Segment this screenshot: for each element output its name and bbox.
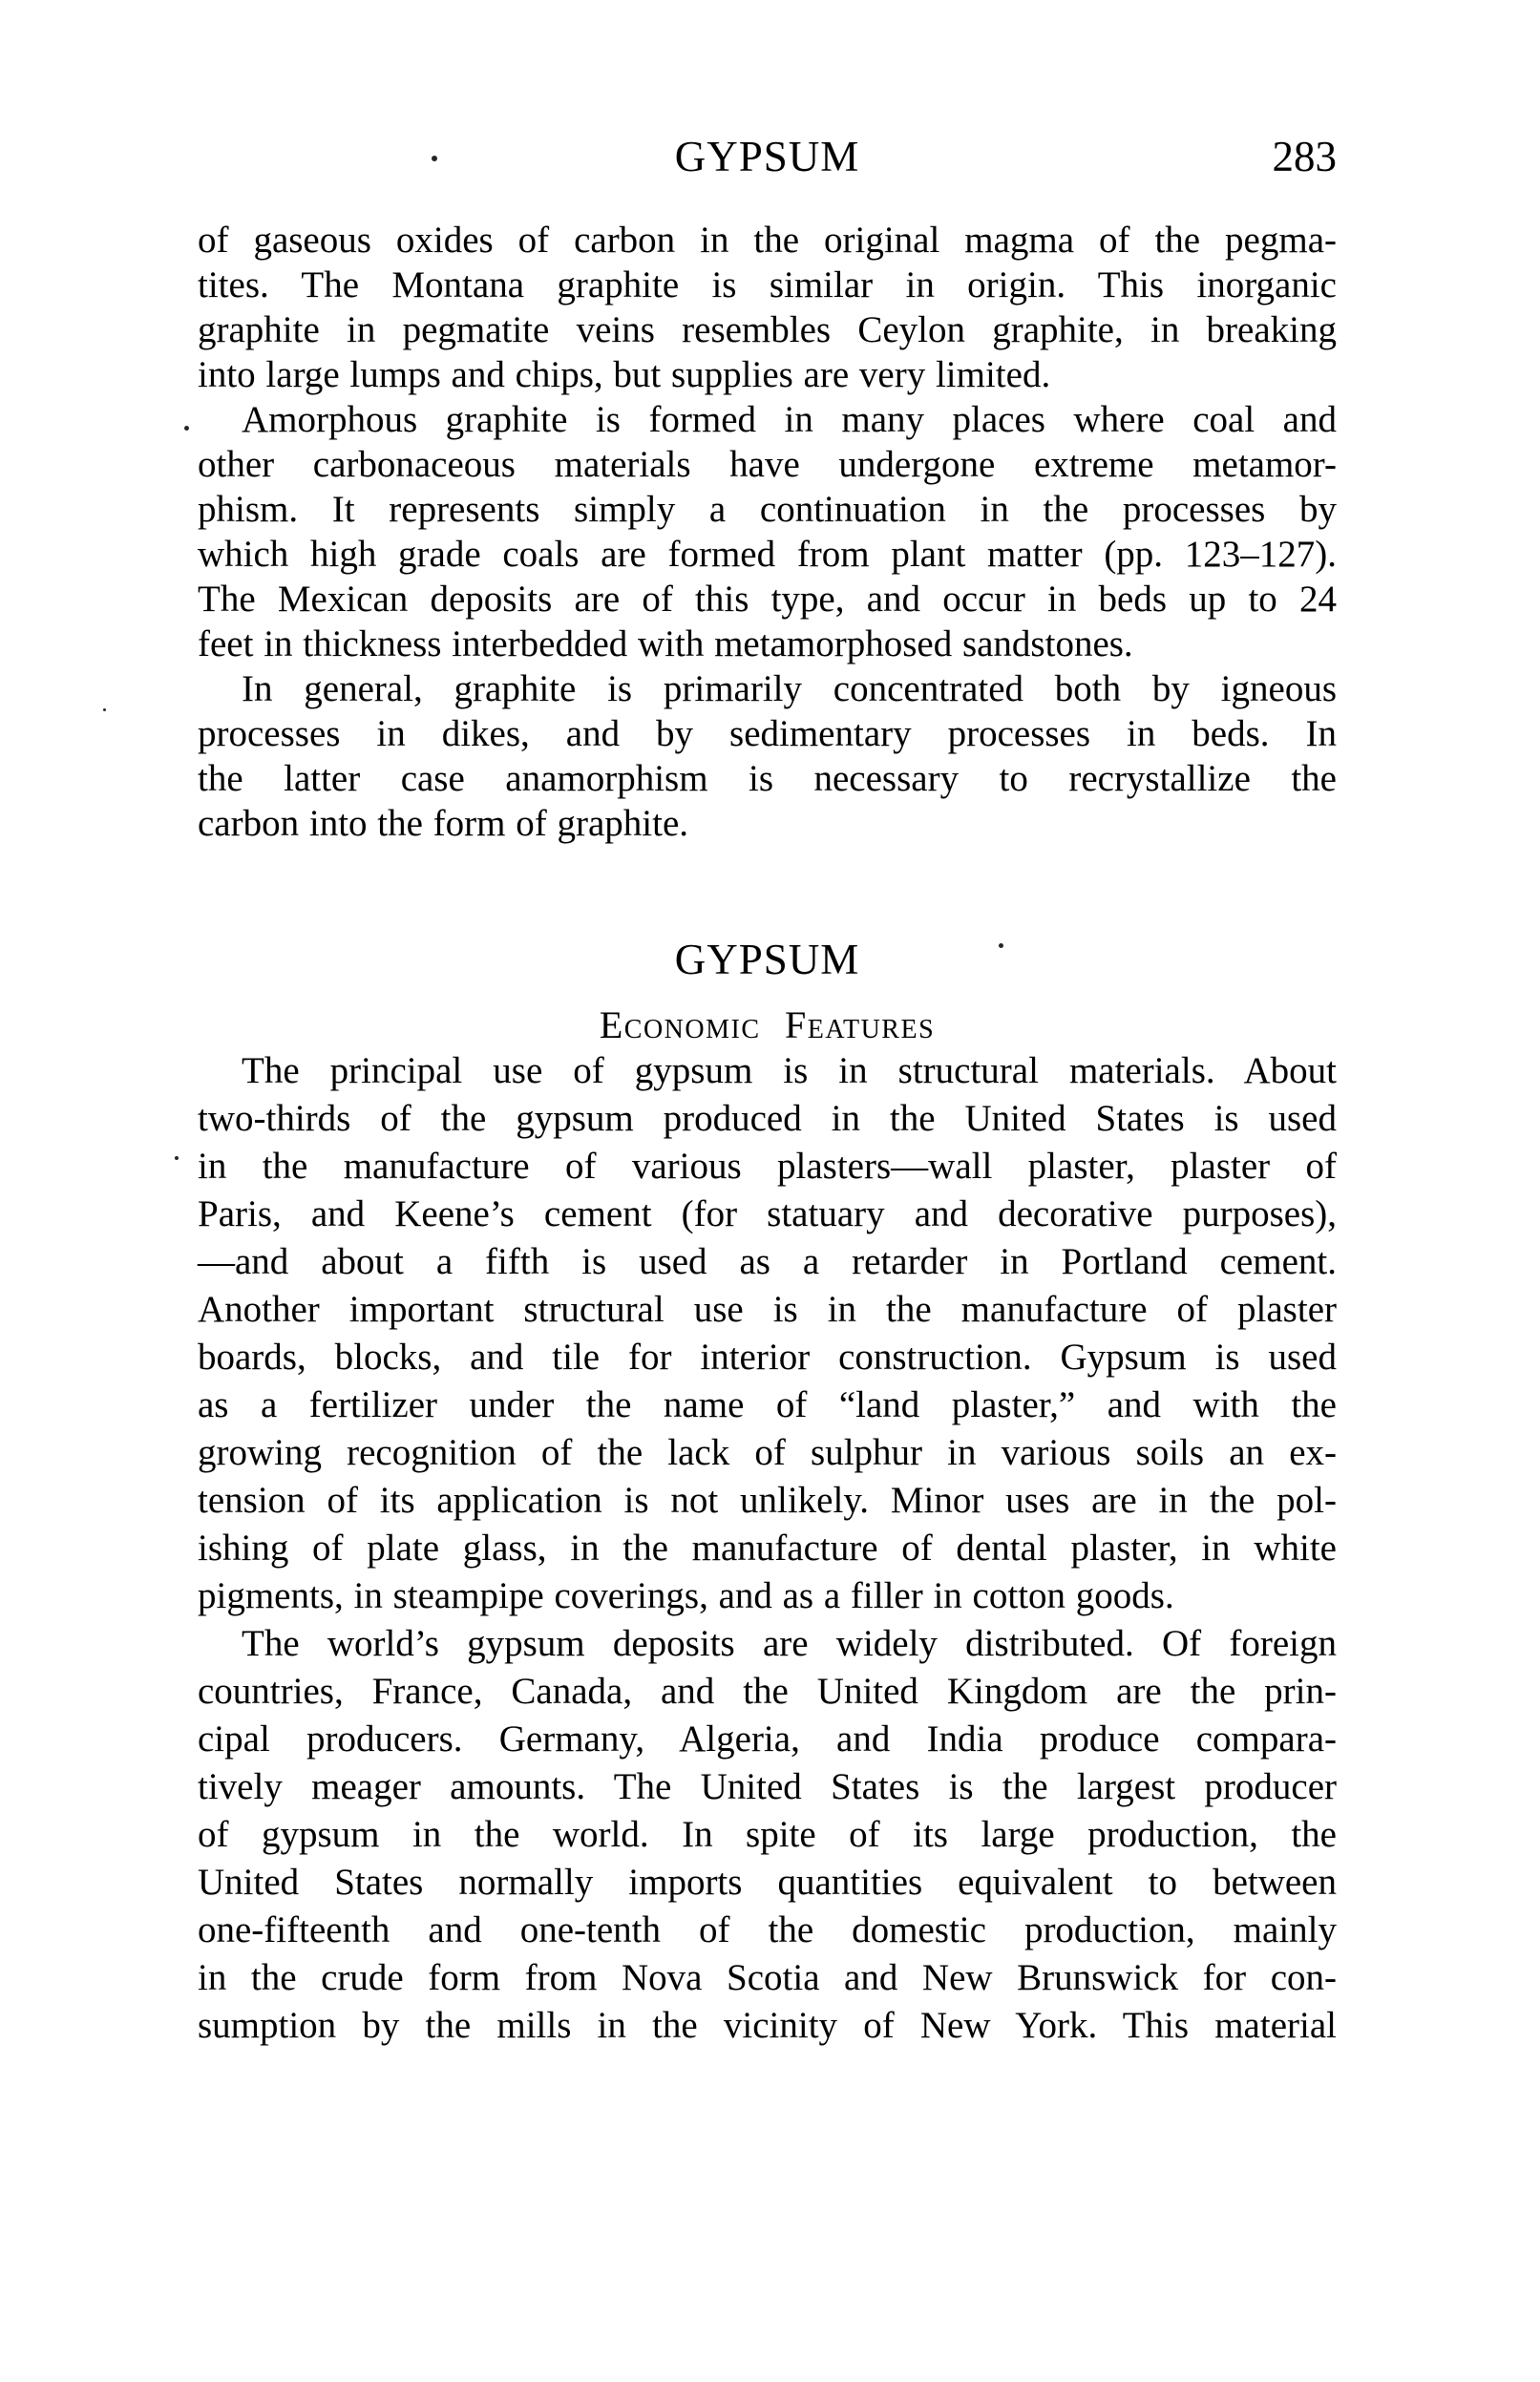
text-line: The Mexican deposits are of this type, and occur in beds up to 24 [198,579,1337,620]
paragraph [198,666,1337,846]
paragraph [198,218,1337,397]
text-line: pigments, in steampipe coverings, and as a filler in cotton goods. [198,1575,1174,1616]
text-line: into large lumps and chips, but supplies are very limited. [198,354,1051,395]
running-title: GYPSUM [674,133,860,180]
running-head [198,135,1337,179]
text-line: tively meager amounts. The United States is the largest producer [198,1766,1337,1807]
text-line: which high grade coals are formed from plant matter (pp. 123–127). [198,534,1337,575]
text-line: one-fifteenth and one-tenth of the domestic production, mainly [198,1909,1337,1950]
text-line: in the crude form from Nova Scotia and New Brunswick for con- [198,1957,1337,1998]
section-heading: GYPSUM [674,936,860,983]
text-line: The world’s gypsum deposits are widely distributed. Of foreign [242,1623,1337,1664]
scan-speck [103,708,106,711]
scan-speck [175,1156,179,1160]
text-line: of gaseous oxides of carbon in the original magma of the pegma- [198,220,1337,261]
text-line: countries, France, Canada, and the United Kingdom are the prin- [198,1671,1337,1712]
text-line: cipal producers. Germany, Algeria, and India produce compara- [198,1718,1337,1760]
text-line: growing recognition of the lack of sulphur in various soils an ex- [198,1432,1337,1473]
text-line: processes in dikes, and by sedimentary processes in beds. In [198,713,1337,754]
scan-speck [432,156,437,161]
text-line: Amorphous graphite is formed in many places where coal and [242,399,1337,440]
text-line: Paris, and Keene’s cement (for statuary and decorative purposes), [198,1193,1337,1234]
text-line: carbon into the form of graphite. [198,803,688,844]
text-line: The principal use of gypsum is in structural materials. About [242,1050,1337,1091]
text-line: the latter case anamorphism is necessary to recrystallize the [198,758,1337,799]
text-line: phism. It represents simply a continuation in the processes by [198,489,1337,530]
text-line: sumption by the mills in the vicinity of New York. This material [198,2005,1337,2046]
text-line: Another important structural use is in the manufacture of plaster [198,1289,1337,1330]
page-number: 283 [1272,133,1337,180]
text-line: In general, graphite is primarily concentrated both by igneous [242,668,1337,709]
text-line: tites. The Montana graphite is similar in origin. This inorganic [198,264,1337,306]
text-line: two-thirds of the gypsum produced in the United States is used [198,1098,1337,1139]
paragraph [198,397,1337,666]
text-column [198,218,1337,2050]
text-line: boards, blocks, and tile for interior construction. Gypsum is used [198,1337,1337,1378]
text-line: as a fertilizer under the name of “land plaster,” and with the [198,1384,1337,1425]
paragraph [198,1047,1337,1620]
scan-speck [999,943,1003,948]
text-line: United States normally imports quantities equivalent to between [198,1862,1337,1903]
text-line: feet in thickness interbedded with metamorphosed sandstones. [198,623,1133,664]
text-line: in the manufacture of various plasters—wall plaster, plaster of [198,1146,1337,1187]
section-subheading: Economic Features [599,1003,936,1046]
text-line: other carbonaceous materials have undergone extreme metamor- [198,444,1337,485]
paragraph [198,1620,1337,2050]
text-line: ishing of plate glass, in the manufacture of dental plaster, in white [198,1528,1337,1569]
scan-speck [184,426,189,431]
text-line: of gypsum in the world. In spite of its large production, the [198,1814,1337,1855]
text-line: —and about a fifth is used as a retarder in Portland cement. [198,1241,1337,1282]
text-line: graphite in pegmatite veins resembles Ceylon graphite, in breaking [198,309,1337,350]
text-line: tension of its application is not unlikely. Minor uses are in the pol- [198,1480,1337,1521]
